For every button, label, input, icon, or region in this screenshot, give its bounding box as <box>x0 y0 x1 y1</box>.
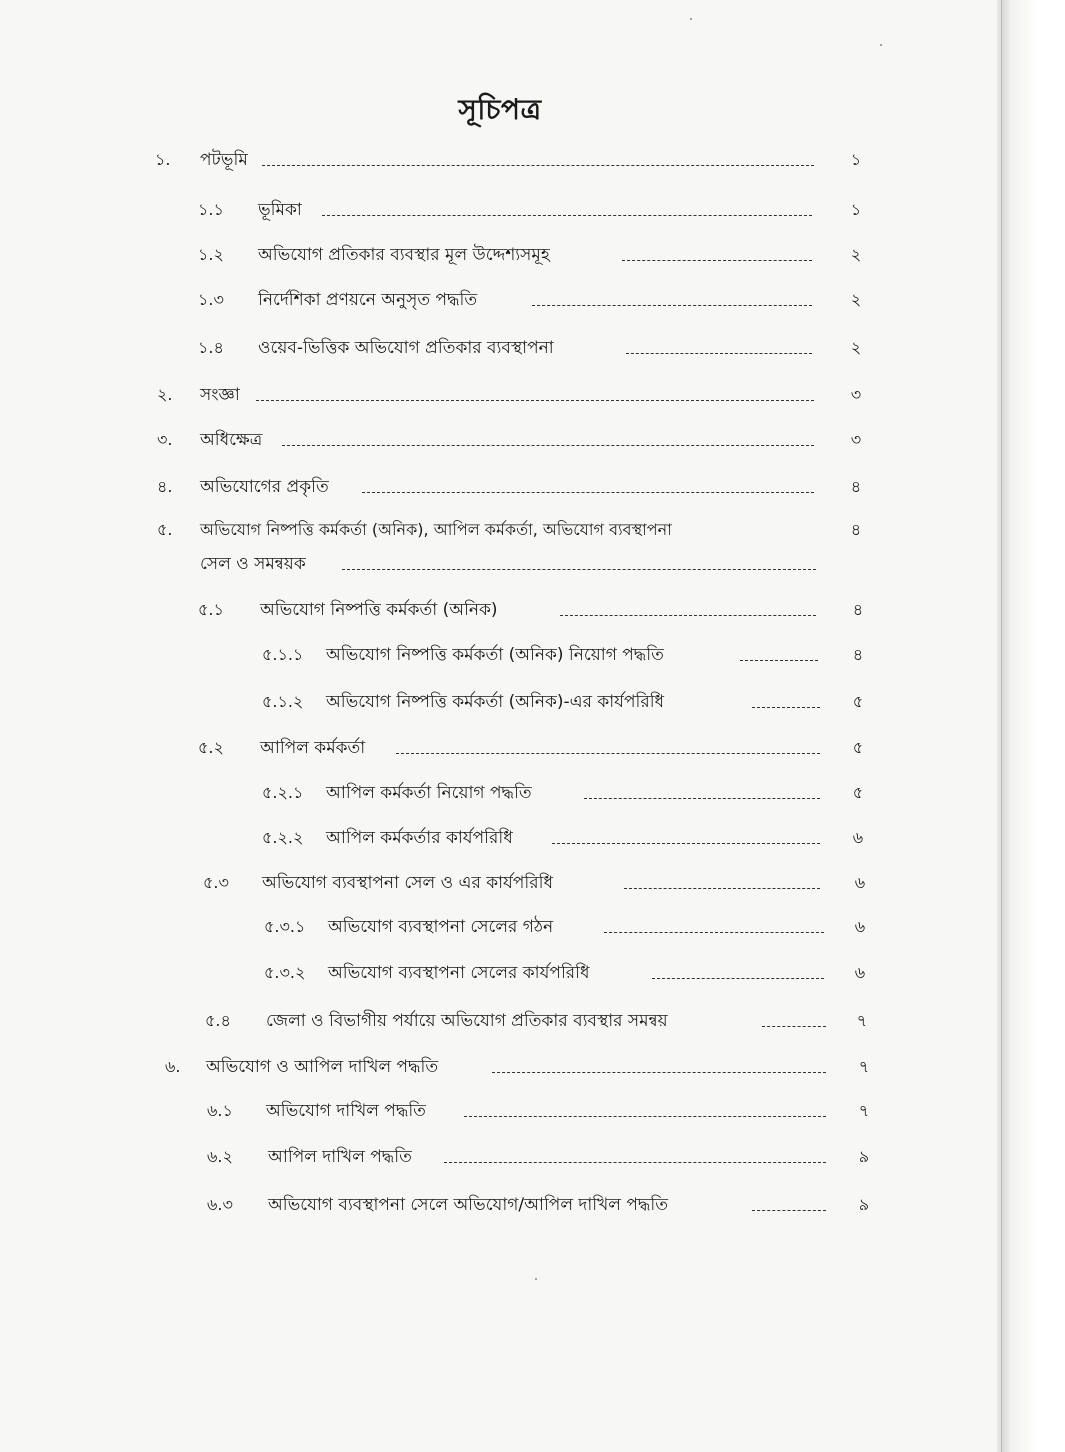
toc-entry-title: অভিযোগের প্রকৃতি <box>200 477 329 497</box>
toc-entry-title: অভিযোগ নিষ্পত্তি কর্মকর্তা (অনিক) নিয়োগ পদ্ধতি <box>326 645 664 665</box>
toc-page-number: ৭ <box>856 1011 868 1030</box>
toc-entry-number: ৫.২ <box>198 738 224 757</box>
toc-entry-number: ৫.২.২ <box>262 828 304 847</box>
toc-page-number: ৬ <box>854 963 866 982</box>
toc-entry-title: ভূমিকা <box>258 200 302 220</box>
toc-leader-dots <box>492 1072 826 1073</box>
toc-entry-number: ৫.১ <box>198 600 224 619</box>
toc-page-number: ৪ <box>852 600 864 619</box>
toc-page-number: ৯ <box>858 1195 870 1214</box>
toc-entry-number: ৫.১.১ <box>262 645 304 664</box>
paper-speck <box>880 44 882 46</box>
toc-entry-title: অভিযোগ ও আপিল দাখিল পদ্ধতি <box>206 1057 439 1077</box>
toc-leader-dots <box>262 165 814 166</box>
page-edge-line <box>1001 0 1002 1452</box>
toc-page-number: ৩ <box>850 385 862 404</box>
toc-entry-number: ১.১ <box>198 200 224 219</box>
toc-entry-title: আপিল দাখিল পদ্ধতি <box>268 1147 412 1167</box>
toc-entry-title: অভিযোগ নিষ্পত্তি কর্মকর্তা (অনিক) <box>260 600 498 620</box>
toc-leader-dots <box>362 492 814 493</box>
toc-entry-number: ৪. <box>157 477 173 496</box>
toc-entry-title: আপিল কর্মকর্তা নিয়োগ পদ্ধতি <box>326 783 532 803</box>
toc-entry-title: অভিযোগ প্রতিকার ব্যবস্থার মূল উদ্দেশ্যসমূহ <box>258 245 550 265</box>
toc-leader-dots <box>282 445 814 446</box>
toc-leader-dots <box>464 1116 826 1117</box>
toc-entry-title: অভিযোগ ব্যবস্থাপনা সেল ও এর কার্যপরিধি <box>262 873 553 893</box>
toc-entry-title: আপিল কর্মকর্তার কার্যপরিধি <box>326 828 513 848</box>
toc-page-number: ২ <box>850 290 862 309</box>
toc-entry-title: অভিযোগ নিষ্পত্তি কর্মকর্তা (অনিক), আপিল কর্মকর্তা, অভিযোগ ব্যবস্থাপনা <box>200 520 672 539</box>
toc-entry-title: অভিযোগ ব্যবস্থাপনা সেলের কার্যপরিধি <box>328 963 590 983</box>
paper-speck <box>690 18 692 20</box>
toc-page-number: ৫ <box>852 783 864 802</box>
toc-entry-number: ১. <box>155 150 171 169</box>
toc-page-number: ৭ <box>858 1101 870 1120</box>
toc-entry-number: ৫.২.১ <box>262 783 304 802</box>
toc-page-number: ৪ <box>852 645 864 664</box>
toc-page-number: ২ <box>850 338 862 357</box>
toc-leader-dots <box>652 978 824 979</box>
toc-entry-number: ১.৪ <box>198 338 224 357</box>
toc-page-number: ৪ <box>850 477 862 496</box>
toc-page-number: ৬ <box>852 828 864 847</box>
toc-entry-number: ৩. <box>157 430 173 449</box>
toc-entry-number: ২. <box>157 385 173 404</box>
toc-entry-title: অভিযোগ দাখিল পদ্ধতি <box>266 1101 426 1121</box>
toc-leader-dots <box>626 353 812 354</box>
toc-page-number: ২ <box>850 245 862 264</box>
toc-leader-dots <box>752 707 820 708</box>
toc-page-number: ১ <box>850 200 862 219</box>
page-title: সূচিপত্র <box>458 93 542 126</box>
toc-entry-title: নির্দেশিকা প্রণয়নে অনুসৃত পদ্ধতি <box>258 290 478 310</box>
toc-entry-number: ৫. <box>157 520 173 539</box>
toc-leader-dots <box>584 798 820 799</box>
toc-entry-number: ৬. <box>165 1057 181 1076</box>
toc-page-number: ৬ <box>854 917 866 936</box>
toc-leader-dots <box>444 1162 826 1163</box>
toc-page-number: ১ <box>850 150 862 169</box>
toc-entry-title-continued: সেল ও সমন্বয়ক <box>200 554 306 574</box>
toc-entry-number: ১.৩ <box>198 290 224 309</box>
toc-entry-number: ৬.২ <box>207 1147 233 1166</box>
toc-entry-title: জেলা ও বিভাগীয় পর্যায়ে অভিযোগ প্রতিকার ব্যবস্থার সমন্বয় <box>266 1011 668 1031</box>
toc-entry-title: পটভূমি <box>200 150 248 170</box>
toc-entry-title: ওয়েব-ভিত্তিক অভিযোগ প্রতিকার ব্যবস্থাপনা <box>258 338 554 358</box>
toc-page-number: ৫ <box>852 692 864 711</box>
toc-page-number: ৩ <box>850 430 862 449</box>
toc-entry-number: ৫.৩ <box>203 873 229 892</box>
toc-leader-dots <box>622 260 812 261</box>
toc-leader-dots <box>624 888 820 889</box>
toc-leader-dots <box>752 1210 826 1211</box>
toc-leader-dots <box>256 400 814 401</box>
toc-page-number: ৭ <box>858 1057 870 1076</box>
toc-page-number: ৬ <box>854 873 866 892</box>
toc-entry-number: ৫.৪ <box>205 1011 231 1030</box>
toc-entry-number: ৫.৩.১ <box>264 917 306 936</box>
toc-page-number: ৫ <box>852 738 864 757</box>
toc-entry-number: ৫.১.২ <box>262 692 304 711</box>
toc-leader-dots <box>396 753 820 754</box>
page-edge-shadow <box>997 0 1065 1452</box>
toc-entry-title: অভিযোগ ব্যবস্থাপনা সেলে অভিযোগ/আপিল দাখিল পদ্ধতি <box>268 1195 669 1215</box>
toc-leader-dots <box>762 1026 826 1027</box>
toc-entry-number: ৬.১ <box>207 1101 233 1120</box>
toc-leader-dots <box>552 843 820 844</box>
toc-entry-title: অভিযোগ ব্যবস্থাপনা সেলের গঠন <box>328 917 554 937</box>
toc-entry-title: আপিল কর্মকর্তা <box>260 738 366 758</box>
paper-speck <box>535 1278 537 1280</box>
toc-entry-number: ৫.৩.২ <box>264 963 306 982</box>
toc-leader-dots <box>322 215 812 216</box>
toc-leader-dots <box>604 932 824 933</box>
toc-leader-dots <box>342 569 816 570</box>
toc-entry-title: সংজ্ঞা <box>200 385 240 405</box>
toc-entry-title: অভিযোগ নিষ্পত্তি কর্মকর্তা (অনিক)-এর কার্যপরিধি <box>326 692 665 712</box>
toc-leader-dots <box>740 660 818 661</box>
toc-leader-dots <box>532 305 812 306</box>
toc-entry-title: অধিক্ষেত্র <box>200 430 263 450</box>
toc-page-number: ৪ <box>850 520 862 539</box>
toc-leader-dots <box>560 615 816 616</box>
toc-entry-number: ১.২ <box>198 245 224 264</box>
toc-page-number: ৯ <box>858 1147 870 1166</box>
toc-entry-number: ৬.৩ <box>207 1195 233 1214</box>
